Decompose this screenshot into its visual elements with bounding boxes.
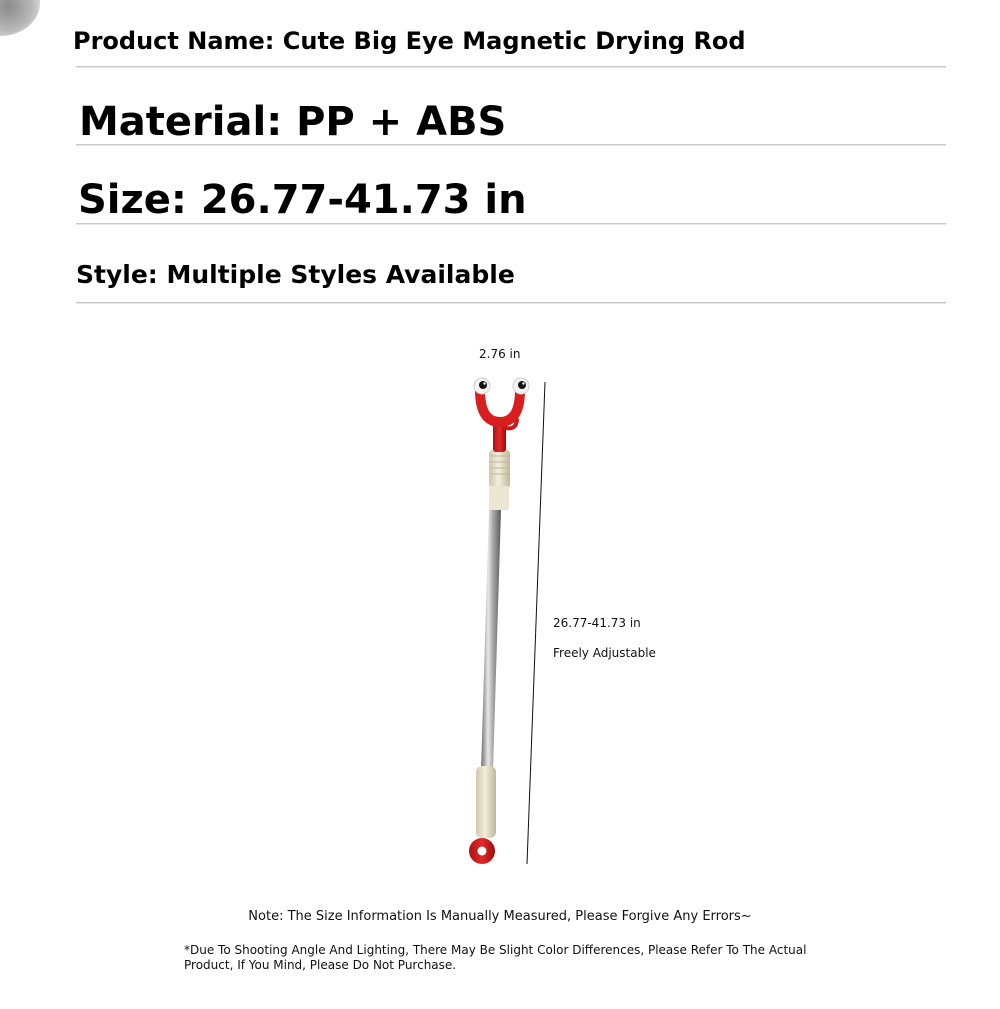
- size-line: Size: 26.77-41.73 in: [78, 177, 527, 223]
- divider: [76, 144, 946, 146]
- drying-rod-image: [440, 370, 570, 870]
- divider: [76, 66, 946, 68]
- color-disclaimer: *Due To Shooting Angle And Lighting, There May Be Slight Color Differences, Please Refer To The Actual Product, If You Mind, Please Do Not Purchase.: [184, 943, 807, 972]
- decorative-corner-shadow: [0, 0, 40, 36]
- length-dimension-label: 26.77-41.73 in: [553, 616, 641, 630]
- adjustable-label: Freely Adjustable: [553, 646, 656, 660]
- divider: [76, 223, 946, 225]
- style-line: Style: Multiple Styles Available: [76, 260, 515, 289]
- material-line: Material: PP + ABS: [79, 99, 507, 145]
- size-note: Note: The Size Information Is Manually Measured, Please Forgive Any Errors~: [248, 909, 752, 924]
- product-name-line: Product Name: Cute Big Eye Magnetic Drying Rod: [73, 27, 746, 55]
- divider: [76, 302, 946, 304]
- width-dimension-label: 2.76 in: [479, 347, 521, 361]
